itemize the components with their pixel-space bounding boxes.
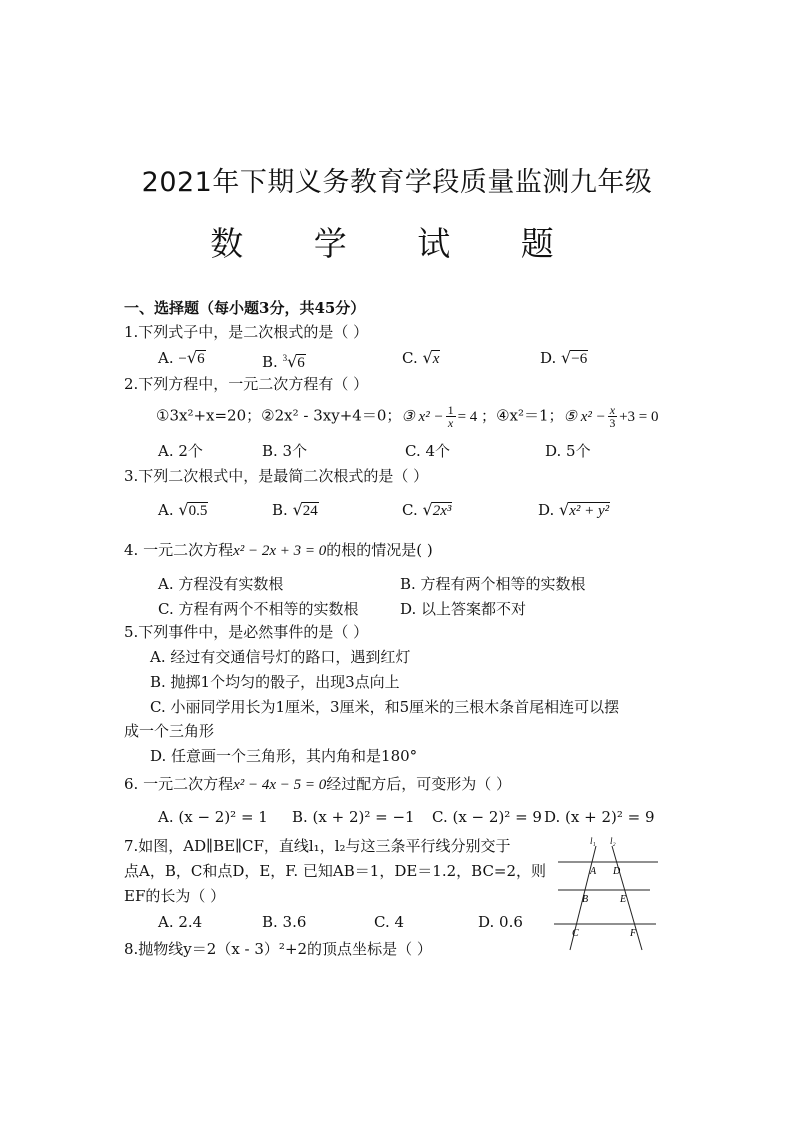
label-a: A [590, 866, 597, 877]
equation-4: ④x²＝1； [496, 406, 564, 425]
question-7-option-c: C. 4 [374, 913, 405, 931]
question-6-option-c: C. (x − 2)² = 9 [432, 808, 542, 826]
question-7-line-3: EF的长为（ ） [124, 887, 226, 905]
exam-title: 2021年下期义务教育学段质量监测九年级 [141, 167, 653, 198]
question-7-option-a: A. 2.4 [158, 913, 203, 931]
question-4-option-c: C. 方程有两个不相等的实数根 [158, 600, 359, 618]
question-1-option-d: D. √−6 [540, 348, 588, 367]
label-c: C [572, 928, 579, 939]
question-4-equation: x² − 2x + 3 = 0 [233, 543, 327, 559]
label-l2: l₂ [610, 836, 616, 846]
question-3-option-d: D. √x² + y² [538, 500, 610, 519]
equation-3: ③ x² − $\frac{1}{x}$ = 4 ； [401, 403, 497, 430]
question-6-option-a: A. (x − 2)² = 1 [158, 808, 268, 826]
question-3-option-a: A. √0.5 [158, 500, 208, 519]
label-l1: l₁ [590, 836, 596, 846]
question-5-option-c-cont: 成一个三角形 [124, 722, 215, 740]
question-7-line-2: 点A，B，C和点D，E，F. 已知AB＝1，DE＝1.2，BC=2，则 [124, 862, 547, 880]
question-6-option-b: B. (x + 2)² = −1 [292, 808, 415, 826]
equation-1: ①3x²+x=20； [156, 406, 262, 425]
question-5-stem: 5.下列事件中，是必然事件的是（ ） [124, 623, 369, 641]
question-2-option-b: B. 3个 [262, 442, 308, 460]
question-5-option-a: A. 经过有交通信号灯的路口，遇到红灯 [150, 648, 411, 666]
question-2-stem: 2.下列方程中，一元二次方程有（ ） [124, 375, 369, 393]
question-4-option-d: D. 以上答案都不对 [400, 600, 527, 618]
label-e: E [620, 894, 627, 905]
question-6-stem: 6. 一元二次方程x² − 4x − 5 = 0经过配方后，可变形为（ ） [124, 775, 512, 793]
question-2-option-d: D. 5个 [545, 442, 591, 460]
label-d: D [613, 866, 621, 877]
question-2-option-c: C. 4个 [405, 442, 451, 460]
question-6-option-d: D. (x + 2)² = 9 [544, 808, 655, 826]
question-1-option-c: C. √x [402, 348, 440, 367]
question-3-stem: 3.下列二次根式中，是最简二次根式的是（ ） [124, 467, 429, 485]
question-7-option-d: D. 0.6 [478, 913, 523, 931]
question-6-equation: x² − 4x − 5 = 0 [233, 777, 327, 793]
question-1-option-a: A. −√6 [158, 348, 205, 367]
label-f: F [630, 928, 637, 939]
label-b: B [582, 894, 589, 905]
section-heading: 一、选择题（每小题3分，共45分） [124, 299, 366, 317]
question-8-stem: 8.抛物线y＝2（x - 3）²+2的顶点坐标是（ ） [124, 940, 432, 958]
question-2-equations [156, 404, 659, 429]
question-1-option-b: B. $^3$√6 [262, 352, 305, 371]
question-5-option-c: C. 小丽同学用长为1厘米，3厘米，和5厘米的三根木条首尾相连可以摆 [150, 698, 620, 716]
question-7-option-b: B. 3.6 [262, 913, 307, 931]
parallel-lines-figure [550, 832, 665, 954]
question-4-option-a: A. 方程没有实数根 [158, 575, 284, 593]
question-3-option-b: B. √24 [272, 500, 318, 519]
question-2-option-a: A. 2个 [158, 442, 203, 460]
question-5-option-b: B. 抛掷1个均匀的骰子，出现3点向上 [150, 673, 400, 691]
question-3-option-c: C. √2x³ [402, 500, 452, 519]
subject-title: 数 学 试 题 [210, 224, 584, 263]
question-1-stem: 1.下列式子中，是二次根式的是（ ） [124, 323, 369, 341]
question-4-option-b: B. 方程有两个相等的实数根 [400, 575, 586, 593]
equation-2: ②2x² - 3xy+4＝0； [261, 406, 402, 425]
question-7-line-1: 7.如图，AD∥BE∥CF，直线l₁，l₂与这三条平行线分别交于 [124, 837, 511, 855]
equation-5: ⑤ x² − $\frac{x}{3}$ +3 = 0 [563, 403, 659, 430]
question-5-option-d: D. 任意画一个三角形，其内角和是180° [150, 747, 418, 765]
question-4-stem: 4. 一元二次方程x² − 2x + 3 = 0的根的情况是( ) [124, 541, 433, 559]
